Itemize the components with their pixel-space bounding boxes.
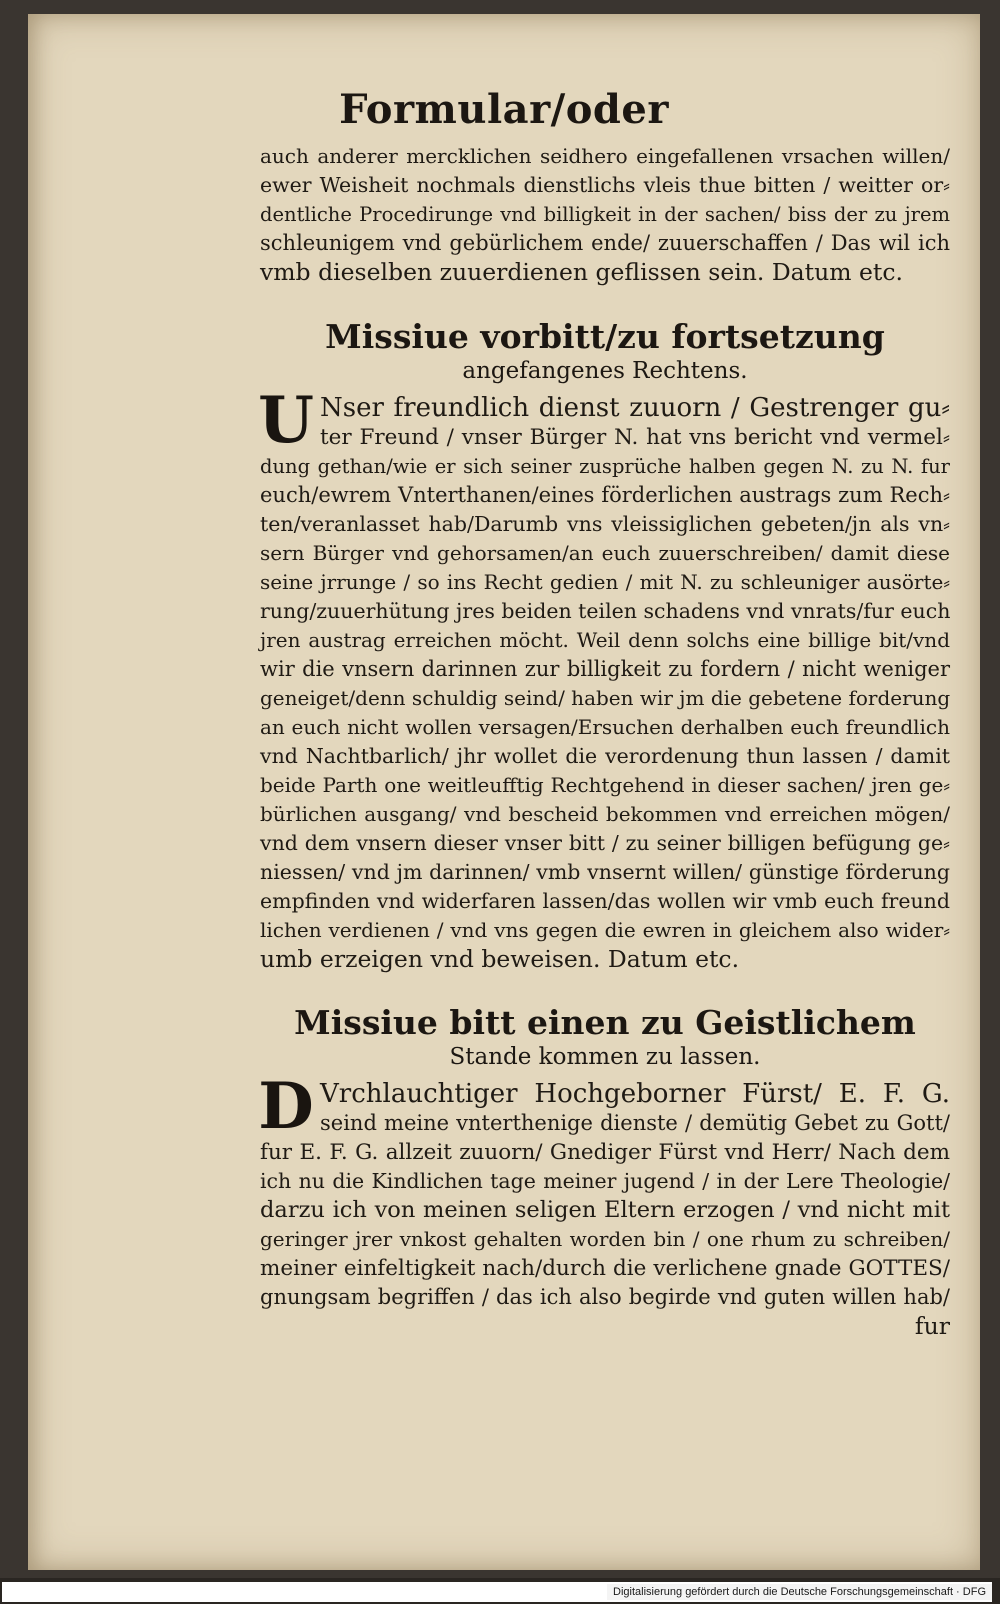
text-line: vnd dem vnsern dieser vnser bitt / zu seiner billigen befügung ge⸗ — [260, 831, 950, 855]
digitization-credit: Digitalisierung gefördert durch die Deutsche Forschungsgemeinschaft · DFG — [607, 1584, 992, 1600]
section-subtitle: angefangenes Rechtens. — [462, 358, 748, 384]
text-line: lichen verdienen / vnd vns gegen die ewren in gleichem also wider⸗ — [260, 918, 950, 942]
text-line: sern Bürger vnd gehorsamen/an euch zuuerschreiben/ damit diese — [260, 541, 950, 565]
running-head: Formular/oder — [339, 86, 669, 133]
decorated-initial: U — [258, 383, 314, 458]
text-line: euch/ewrem Vnterthanen/eines förderlichen austrags zum Rech⸗ — [260, 483, 950, 507]
text-line: schleunigem vnd gebürlichem ende/ zuuerschaffen / Das wil ich — [260, 231, 950, 255]
text-line: wir die vnsern darinnen zur billigkeit zu fordern / nicht weniger — [260, 657, 950, 681]
text-line: jren austrag erreichen möcht. Weil denn solchs eine billige bit/vnd — [260, 628, 950, 652]
text-line: Vrchlauchtiger Hochgeborner Fürst/ E. F. G. — [320, 1079, 950, 1109]
text-line: an euch nicht wollen versagen/Ersuchen derhalben euch freundlich — [260, 715, 950, 739]
text-line: geneiget/denn schuldig seind/ haben wir jm die gebetene forderung — [260, 686, 951, 710]
section-title: Missiue bitt einen zu Geistlichem — [294, 1003, 916, 1042]
text-line: dung gethan/wie er sich seiner zusprüche halben gegen N. zu N. fur — [260, 455, 950, 478]
section-geistlich-body — [258, 1069, 950, 1341]
section-continuation — [260, 142, 950, 287]
text-line: rung/zuuerhütung jres beiden teilen schadens vnd vnrats/fur euch — [260, 599, 951, 623]
text-line: empfinden vnd widerfaren lassen/das wollen wir vmb euch freund — [260, 889, 950, 913]
text-line: vmb dieselben zuuerdienen geflissen sein. Datum etc. — [260, 258, 903, 286]
section-subtitle: Stande kommen zu lassen. — [449, 1044, 761, 1070]
text-line: niessen/ vnd jm darinnen/ vmb vnsernt willen/ günstige förderung — [260, 860, 950, 884]
text-line: geringer jrer vnkost gehalten worden bin / one rhum zu schreiben/ — [260, 1227, 950, 1251]
section-heading-vorbitt — [260, 318, 950, 386]
text-line: beide Parth one weitleufftig Rechtgehend in dieser sachen/ jren ge⸗ — [260, 773, 950, 797]
text-line: ter Freund / vnser Bürger N. hat vns bericht vnd vermel⸗ — [320, 425, 950, 450]
text-line: gnungsam begriffen / das ich also begirde vnd guten willen hab/ — [260, 1285, 950, 1309]
decorated-initial: D — [258, 1069, 314, 1144]
text-line: seind meine vnterthenige dienste / demütig Gebet zu Gott/ — [320, 1111, 950, 1135]
catchword: fur — [914, 1312, 950, 1340]
text-line: meiner einfeltigkeit nach/durch die verlichene gnade GOTTES/ — [260, 1256, 950, 1281]
text-line: bürlichen ausgang/ vnd bescheid bekommen vnd erreichen mögen/ — [260, 802, 950, 826]
section-heading-geistlich — [260, 1004, 950, 1072]
text-line: ewer Weisheit nochmals dienstlichs vleis thue bitten / weitter or⸗ — [260, 173, 950, 197]
book-page — [28, 14, 980, 1570]
section-title: Missiue vorbitt/zu fortsetzung — [325, 317, 885, 356]
text-line: umb erzeigen vnd beweisen. Datum etc. — [260, 945, 740, 973]
text-line: seine jrrunge / so ins Recht gedien / mit N. zu schleuniger ausörte⸗ — [260, 570, 950, 594]
text-line: fur E. F. G. allzeit zuuorn/ Gnediger Fürst vnd Herr/ Nach dem — [260, 1140, 950, 1165]
text-line: darzu ich von meinen seligen Eltern erzogen / vnd nicht mit — [260, 1197, 950, 1223]
text-line: dentliche Procedirunge vnd billigkeit in der sachen/ biss der zu jrem — [260, 203, 950, 226]
text-line: ich nu die Kindlichen tage meiner jugend / in der Lere Theologie/ — [260, 1169, 950, 1193]
section-vorbitt-body — [258, 383, 951, 974]
text-line: Nser freundlich dienst zuuorn / Gestrenger gu⸗ — [320, 393, 950, 423]
text-line: vnd Nachtbarlich/ jhr wollet die verordenung thun lassen / damit — [260, 744, 950, 768]
text-line: auch anderer mercklichen seidhero eingefallenen vrsachen willen/ — [260, 144, 950, 168]
text-line: ten/veranlasset hab/Darumb vns vleissiglichen gebeten/jn als vn⸗ — [260, 512, 950, 536]
